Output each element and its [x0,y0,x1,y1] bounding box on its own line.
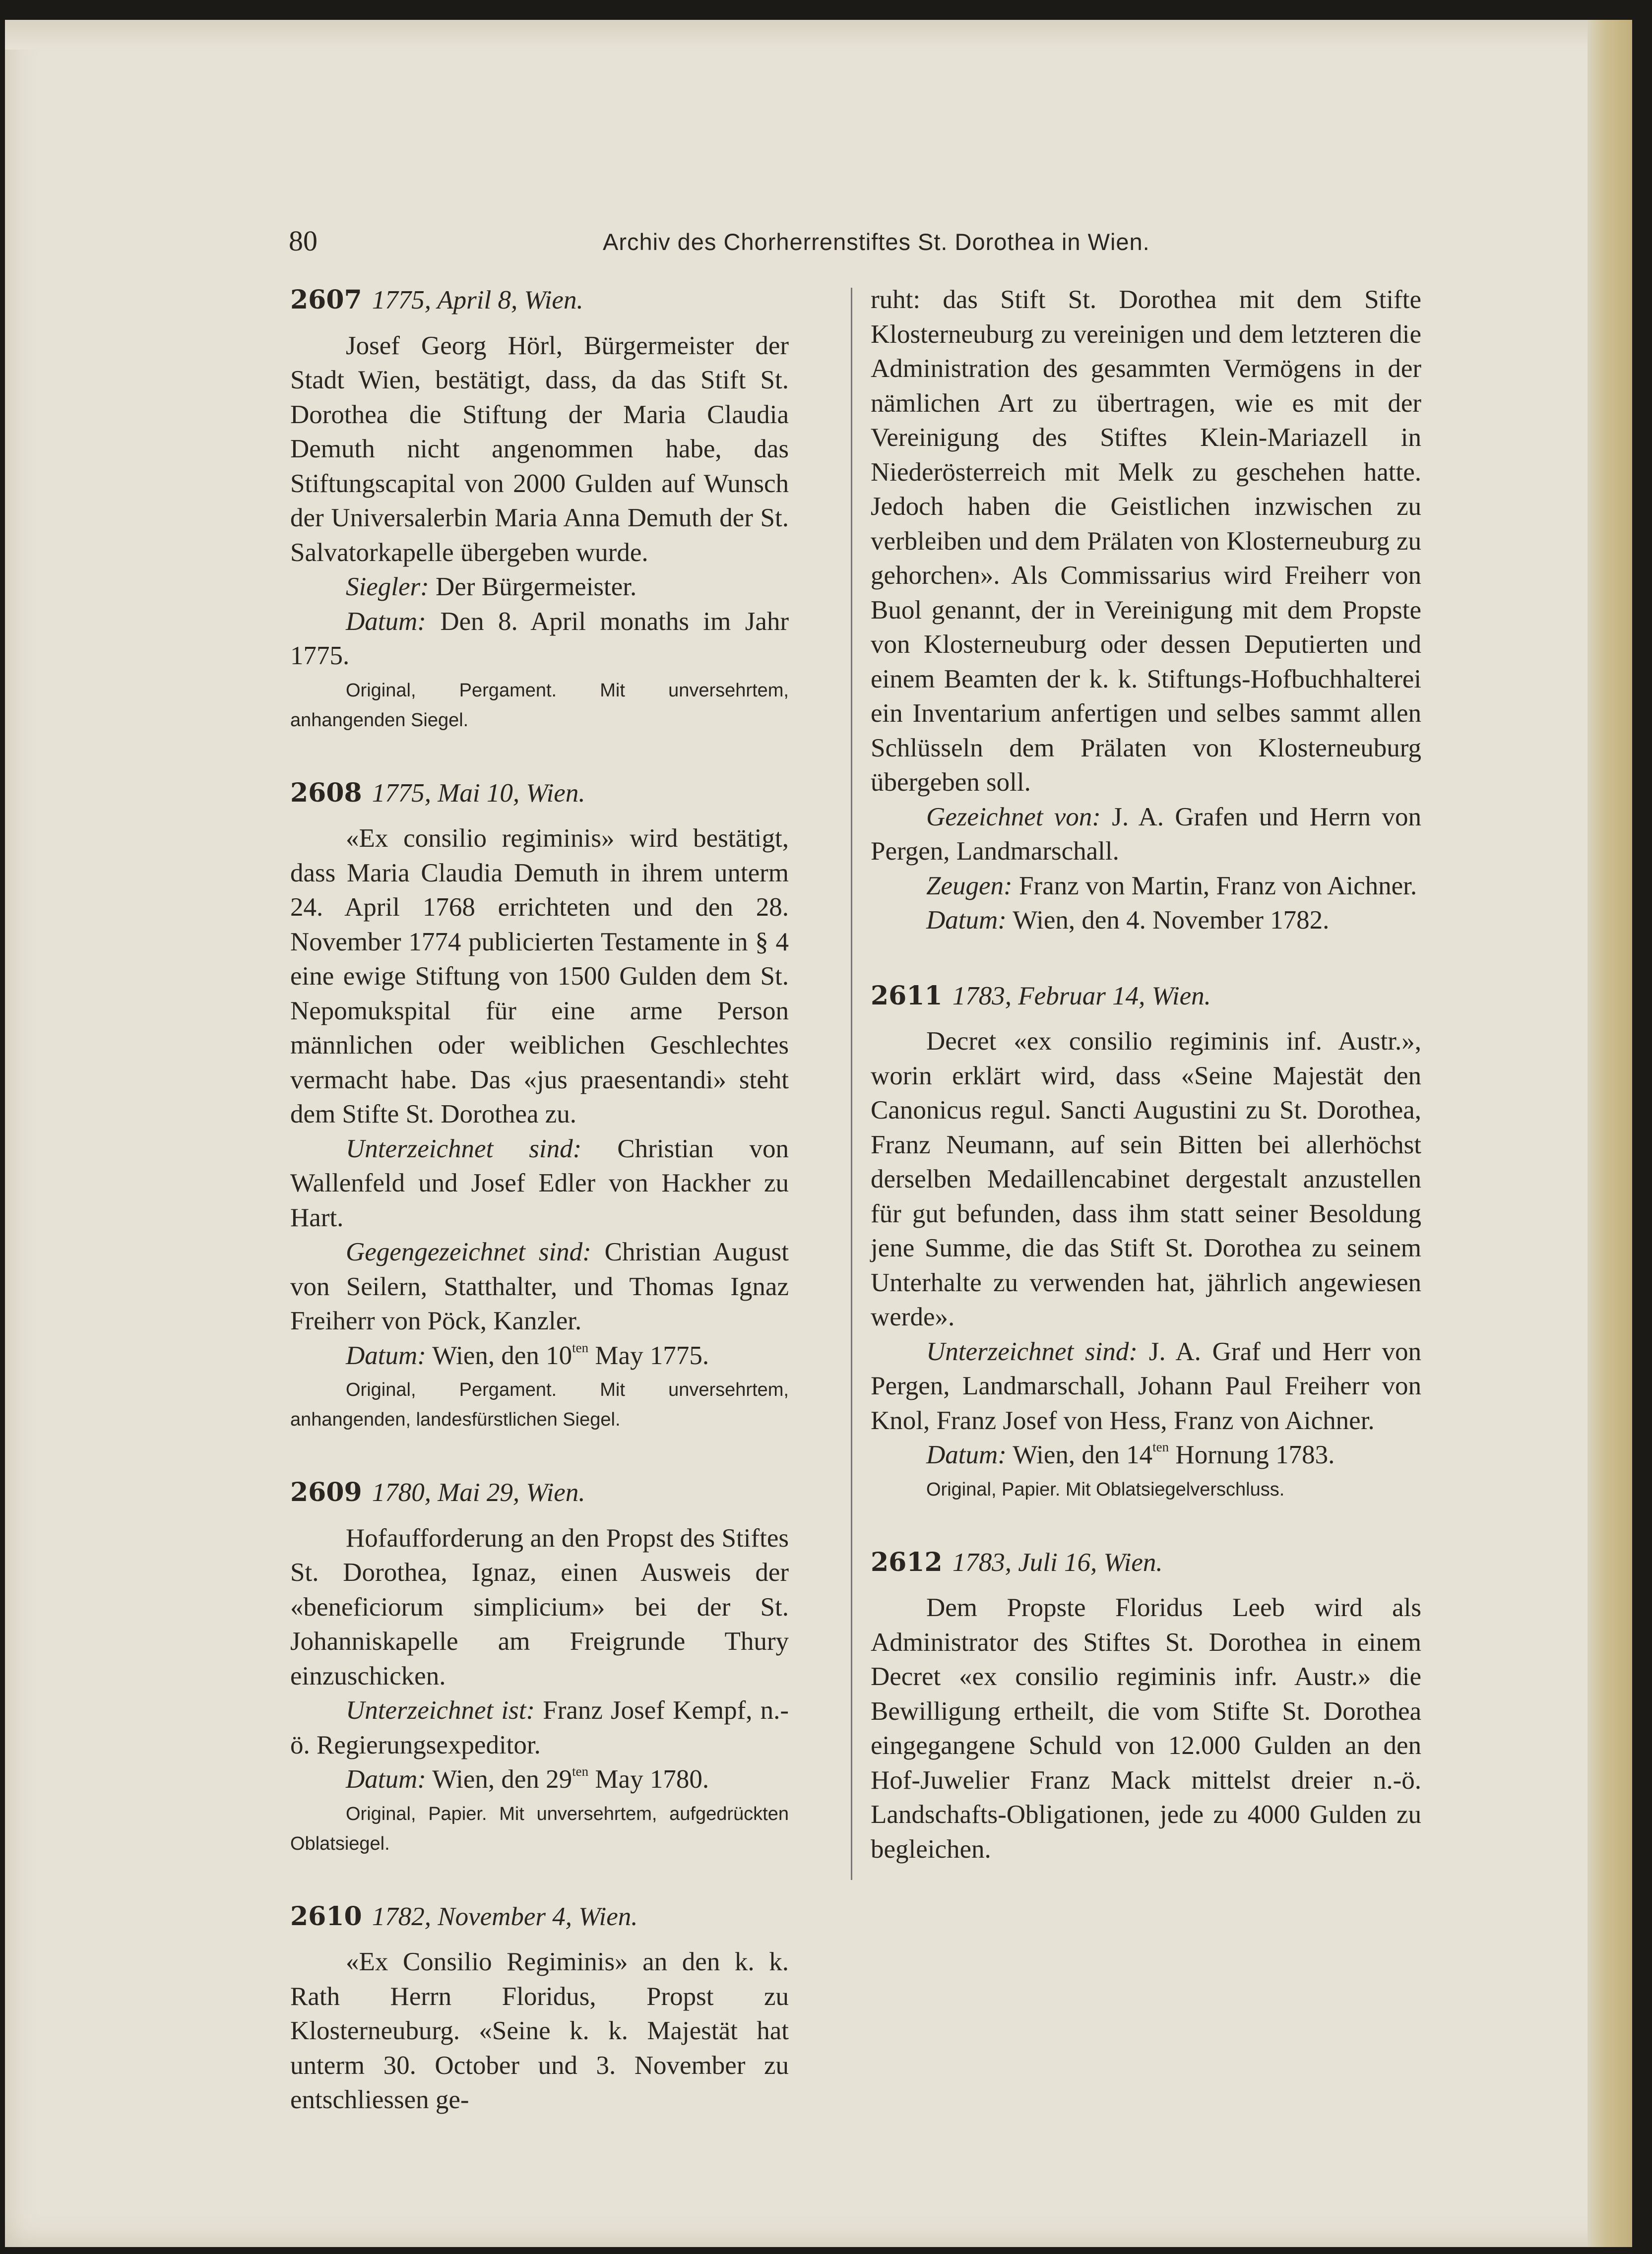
datum-line [871,903,1421,938]
zeugen-line [871,869,1421,904]
datum-value: Wien, den 4. November 1782. [1013,906,1330,935]
entry-2607 [290,283,789,735]
entry-number: 2607 [290,285,362,315]
entry-text: Hofaufforderung an den Propst des Stiftes St. Dorothea, Ignaz, einen Ausweis der «beneficiorum simplicium» bei der St. Johanniskapelle am Freigrunde Thury einzuschicken. [290,1523,789,1690]
datum-value-end: May 1780. [588,1765,709,1794]
page-number: 80 [289,225,318,257]
running-head: Archiv des Chorherrenstiftes St. Dorothea in Wien. [603,229,1150,255]
datum-label: Datum: [346,1765,426,1794]
entry-heading [290,1899,789,1935]
entry-heading [290,776,789,811]
datum-value-end: May 1775. [588,1341,709,1370]
entry-heading [871,1545,1421,1580]
entry-number: 2610 [290,1901,362,1932]
entry-text-start: «Ex Consilio Regiminis» an den k. k. Rath Herrn Floridus, Propst zu Klosterneuburg. «Seine k. k. Majestät hat unterm 30. October und 3. November zu entschliessen ge- [290,1947,789,2114]
gezeichnet-label: Gezeichnet von: [926,802,1101,831]
siegler-line [290,570,789,605]
unterzeichnet-value: Franz Josef Kempf, n.-ö. Regierungsexpeditor. [290,1696,789,1759]
left-column [290,283,789,2118]
unterzeichnet-line [871,1335,1421,1439]
siegler-label: Siegler: [346,572,429,601]
entry-number: 2612 [871,1547,943,1577]
datum-value-end: Hornung 1783. [1169,1440,1335,1469]
archival-note: Original, Pergament. Mit unversehrtem, anhangenden Siegel. [290,680,789,731]
unterzeichnet-value: J. A. Graf und Herr von Pergen, Landmarschall, Johann Paul Freiherr von Knol, Franz Josef von Hess, Franz von Aichner. [871,1337,1421,1435]
book-page [5,20,1632,2247]
entry-2608 [290,776,789,1435]
entry-2610-continued [871,283,1421,938]
entry-2610 [290,1899,789,2118]
entry-2612 [871,1545,1421,1867]
datum-label: Datum: [346,1341,426,1370]
datum-line [290,605,789,674]
entry-date: 1782, November 4, Wien. [372,1902,638,1931]
entry-heading [871,979,1421,1014]
zeugen-label: Zeugen: [926,871,1013,900]
datum-value: Wien, den 29 [432,1765,572,1794]
entry-date: 1775, April 8, Wien. [372,286,583,314]
page-top-edge [5,20,1632,50]
column-divider [851,288,852,1880]
entry-text-continued: ruht: das Stift St. Dorothea mit dem Stifte Klosterneuburg zu vereinigen und dem letzteren die Administration des gesammten Vermögens in der nämlichen Art zu übertragen, wie es mit der Vereinigung des Stiftes Klein-Mariazell in Niederösterreich mit Melk zu geschehen hatte. Jedoch haben die Geistlichen inzwischen zu verbleiben und dem Prälaten von Klosterneuburg zu gehorchen». Als Commissarius wird Freiherr von Buol genannt, der in Vereinigung mit dem Propste von Klosterneuburg oder dessen Deputierten und einem Beamten der k. k. Stiftungs-Hofbuchhalterei ein Inventarium anfertigen und selbes sammt allen Schlüsseln dem Prälaten von Klosterneuburg übergeben soll. [871,285,1421,797]
gegengezeichnet-line [290,1235,789,1339]
entry-number: 2611 [871,980,943,1011]
gezeichnet-line [871,800,1421,869]
archival-note: Original, Papier. Mit Oblatsiegelverschluss. [926,1479,1285,1500]
entry-text: «Ex consilio regiminis» wird bestätigt, dass Maria Claudia Demuth in ihrem unterm 24. April 1768 errichteten und den 28. November 1774 publicierten Testamente in § 4 eine ewige Stiftung von 1500 Gulden dem St. Nepomukspital für eine arme Person männlichen oder weiblichen Geschlechtes vermacht habe. Das «jus praesentandi» steht dem Stifte St. Dorothea zu. [290,824,789,1128]
datum-superscript: ten [1152,1440,1169,1454]
entry-number: 2609 [290,1477,362,1507]
zeugen-value: Franz von Martin, Franz von Aichner. [1018,871,1417,900]
entry-date: 1775, Mai 10, Wien. [372,778,585,808]
entry-text: Decret «ex consilio regiminis inf. Austr.», worin erklärt wird, dass «Seine Majestät den Canonicus regul. Sancti Augustini zu St. Dorothea, Franz Neumann, auf sein Bitten bei allerhöchst derselben Medaillencabinet dergestalt anzustellen für gut befunden, dass ihm statt seiner Besoldung jene Summe, die das Stift St. Dorothea zu seinem Unterhalte zu verwenden hat, jährlich angewiesen werde». [871,1027,1421,1331]
entry-2611 [871,979,1421,1504]
datum-superscript: ten [572,1764,589,1779]
unterzeichnet-value: Christian von Wallenfeld und Josef Edler von Hackher zu Hart. [290,1134,789,1232]
datum-value: Wien, den 10 [432,1341,572,1370]
entry-number: 2608 [290,777,362,808]
unterzeichnet-line [290,1693,789,1762]
datum-label: Datum: [346,607,426,636]
gezeichnet-value: J. A. Grafen und Herrn von Pergen, Landmarschall. [871,802,1421,866]
datum-line [290,1339,789,1374]
entry-2609 [290,1475,789,1859]
entry-text: Dem Propste Floridus Leeb wird als Administrator des Stiftes St. Dorothea in einem Decret «ex consilio regiminis infr. Austr.» die Bewilligung ertheilt, die vom Stifte St. Dorothea eingegangene Schuld von 12.000 Gulden an den Hof-Juwelier Franz Mack mittelst dreier n.-ö. Landschafts-Obligationen, jede zu 4000 Gulden zu begleichen. [871,1593,1421,1864]
datum-value: Wien, den 14 [1013,1440,1153,1469]
entry-heading [290,283,789,318]
entry-text: Josef Georg Hörl, Bürgermeister der Stadt Wien, bestätigt, dass, da das Stift St. Dorothea die Stiftung der Maria Claudia Demuth nicht angenommen habe, das Stiftungscapital von 2000 Gulden auf Wunsch der Universalerbin Maria Anna Demuth der St. Salvatorkapelle übergeben wurde. [290,331,789,567]
datum-line [871,1438,1421,1473]
entry-date: 1783, Februar 14, Wien. [952,981,1211,1010]
datum-label: Datum: [926,1440,1007,1469]
page-gutter [1588,20,1632,2247]
datum-superscript: ten [572,1340,589,1355]
unterzeichnet-label: Unterzeichnet sind: [346,1134,582,1163]
unterzeichnet-label: Unterzeichnet ist: [346,1696,535,1725]
gegengezeichnet-label: Gegengezeichnet sind: [346,1238,591,1266]
datum-line [290,1762,789,1797]
entry-heading [290,1475,789,1510]
siegler-value: Der Bürgermeister. [436,572,637,601]
datum-value: Den 8. April monaths im Jahr 1775. [290,607,789,670]
archival-note: Original, Papier. Mit unversehrtem, aufgedrückten Oblatsiegel. [290,1803,789,1854]
unterzeichnet-label: Unterzeichnet sind: [926,1337,1138,1366]
unterzeichnet-line [290,1132,789,1236]
gegengezeichnet-value: Christian August von Seilern, Statthalter, und Thomas Ignaz Freiherr von Pöck, Kanzler. [290,1238,789,1335]
entry-date: 1780, Mai 29, Wien. [372,1478,585,1507]
datum-label: Datum: [926,906,1007,935]
archival-note: Original, Pergament. Mit unversehrtem, anhangenden, landesfürstlichen Siegel. [290,1379,789,1430]
entry-date: 1783, Juli 16, Wien. [952,1548,1163,1577]
right-column [871,283,1421,1867]
